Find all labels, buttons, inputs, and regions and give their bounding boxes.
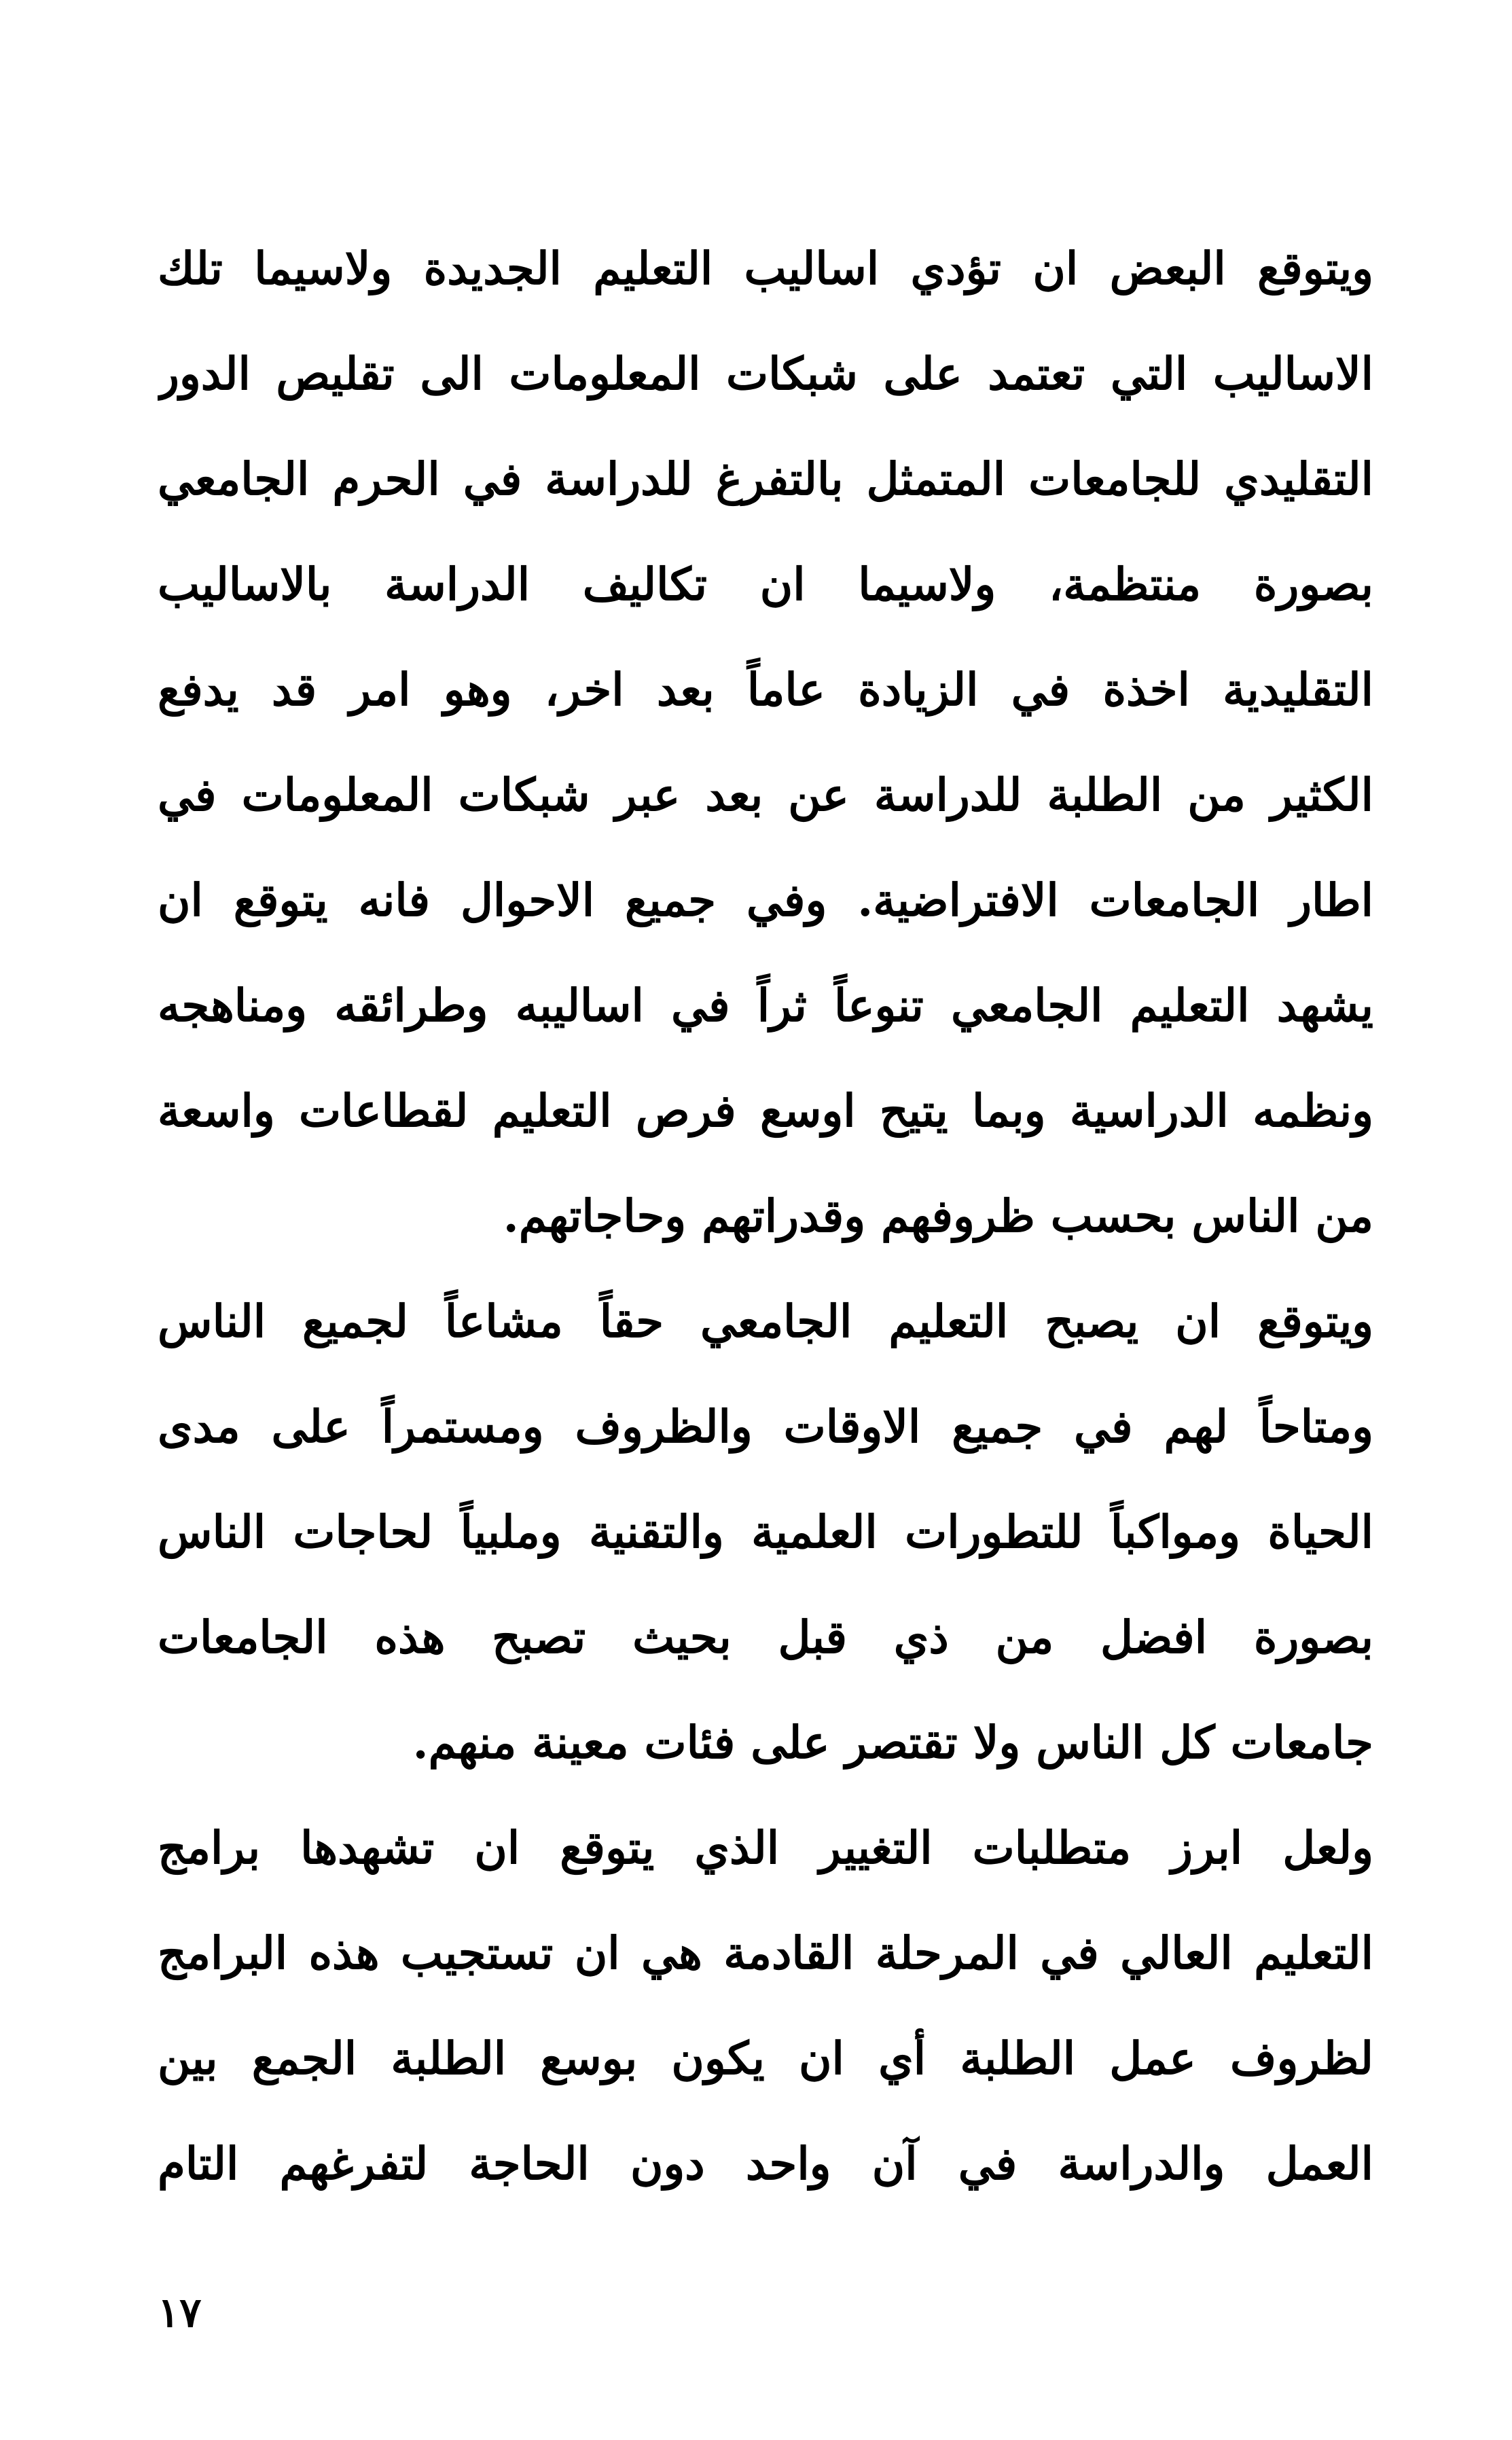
text-line-8: يشهد التعليم الجامعي تنوعاً ثراً في اساليبه وطرائقه ومناهجه xyxy=(158,979,1373,1032)
text-line-13: الحياة ومواكباً للتطورات العلمية والتقنية وملبياً لحاجات الناس xyxy=(158,1505,1373,1558)
text-line-11: ويتوقع ان يصبح التعليم الجامعي حقاً مشاعاً لجميع الناس xyxy=(158,1295,1373,1348)
text-line-12: ومتاحاً لهم في جميع الاوقات والظروف ومستمراً على مدى xyxy=(158,1400,1373,1453)
text-line-17: التعليم العالي في المرحلة القادمة هي ان تستجيب هذه البرامج xyxy=(158,1926,1373,1979)
text-line-18: لظروف عمل الطلبة أي ان يكون بوسع الطلبة الجمع بين xyxy=(158,2032,1373,2085)
text-line-14: بصورة افضل من ذي قبل بحيث تصبح هذه الجامعات xyxy=(158,1611,1373,1664)
body-text xyxy=(158,216,1373,2217)
page-number: ١٧ xyxy=(158,2289,202,2337)
text-line-16: ولعل ابرز متطلبات التغيير الذي يتوقع ان تشهدها برامج xyxy=(158,1821,1373,1874)
text-line-3: التقليدي للجامعات المتمثل بالتفرغ للدراسة في الحرم الجامعي xyxy=(158,452,1373,505)
text-line-15: جامعات كل الناس ولا تقتصر على فئات معينة منهم. xyxy=(412,1716,1373,1769)
text-line-7: اطار الجامعات الافتراضية. وفي جميع الاحوال فانه يتوقع ان xyxy=(158,874,1373,927)
text-line-5: التقليدية اخذة في الزيادة عاماً بعد اخر، وهو امر قد يدفع xyxy=(158,663,1373,716)
text-line-19: العمل والدراسة في آن واحد دون الحاجة لتفرغهم التام xyxy=(158,2137,1373,2190)
text-line-1: ويتوقع البعض ان تؤدي اساليب التعليم الجديدة ولاسيما تلك xyxy=(158,242,1373,295)
text-line-2: الاساليب التي تعتمد على شبكات المعلومات الى تقليص الدور xyxy=(158,347,1373,400)
text-line-4: بصورة منتظمة، ولاسيما ان تكاليف الدراسة بالاساليب xyxy=(158,558,1373,611)
text-line-10: من الناس بحسب ظروفهم وقدراتهم وحاجاتهم. xyxy=(503,1189,1373,1242)
text-line-9: ونظمه الدراسية وبما يتيح اوسع فرص التعليم لقطاعات واسعة xyxy=(158,1084,1373,1137)
text-line-6: الكثير من الطلبة للدراسة عن بعد عبر شبكات المعلومات في xyxy=(158,768,1373,821)
